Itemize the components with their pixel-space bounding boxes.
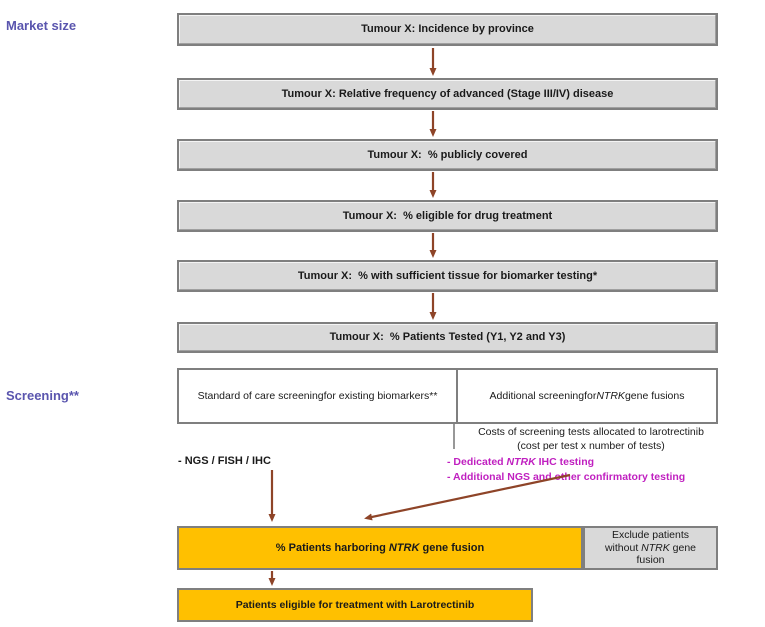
flow-box-relative-frequency bbox=[177, 78, 718, 110]
flow-box-harboring-ntrk bbox=[177, 526, 583, 570]
flow-box-incidence-label: Tumour X: Incidence by province bbox=[361, 23, 534, 36]
flow-box-exclude-patients bbox=[583, 526, 718, 570]
screening-section-label: Screening** bbox=[6, 388, 79, 403]
flow-box-exclude-patients-label: Exclude patients without NTRK gene fusion bbox=[604, 528, 697, 567]
flow-box-relative-frequency-label: Tumour X: Relative frequency of advanced (Stage III/IV) disease bbox=[281, 87, 614, 100]
dedicated-ntrk-ihc-item: - Dedicated NTRK IHC testing bbox=[447, 456, 595, 468]
additional-ngs-confirmatory-item: - Additional NGS and other confirmatory testing bbox=[447, 470, 686, 483]
flow-box-publicly-covered bbox=[177, 139, 718, 171]
flow-box-patients-tested bbox=[177, 322, 718, 353]
screening-additional-ntrk-cell: Additional screening for NTRK gene fusions bbox=[456, 370, 716, 422]
screening-standard-of-care-cell: Standard of care screening for existing biomarkers** bbox=[197, 389, 438, 402]
flow-box-eligible-larotrectinib-label: Patients eligible for treatment with Larotrectinib bbox=[235, 599, 475, 611]
flow-box-sufficient-tissue-label: Tumour X: % with sufficient tissue for biomarker testing* bbox=[297, 269, 598, 282]
screening-costs-note: Costs of screening tests allocated to larotrectinib (cost per test x number of tests) bbox=[478, 426, 704, 453]
flow-box-eligible-drug-treatment-label: Tumour X: % eligible for drug treatment bbox=[342, 209, 553, 222]
flow-box-sufficient-tissue bbox=[177, 260, 718, 292]
soc-methods-note: - NGS / FISH / IHC bbox=[178, 455, 271, 467]
flow-box-incidence bbox=[177, 13, 718, 46]
flow-box-patients-tested-label: Tumour X: % Patients Tested (Y1, Y2 and Y3) bbox=[329, 331, 566, 344]
flow-box-eligible-drug-treatment bbox=[177, 200, 718, 232]
market-size-section-label: Market size bbox=[6, 18, 77, 33]
flow-box-publicly-covered-label: Tumour X: % publicly covered bbox=[367, 148, 528, 161]
flow-box-eligible-larotrectinib bbox=[177, 588, 533, 622]
screening-split-box bbox=[177, 368, 718, 424]
ntrk-testing-items bbox=[447, 455, 747, 485]
flow-box-harboring-ntrk-label: % Patients harboring NTRK gene fusion bbox=[275, 542, 485, 554]
